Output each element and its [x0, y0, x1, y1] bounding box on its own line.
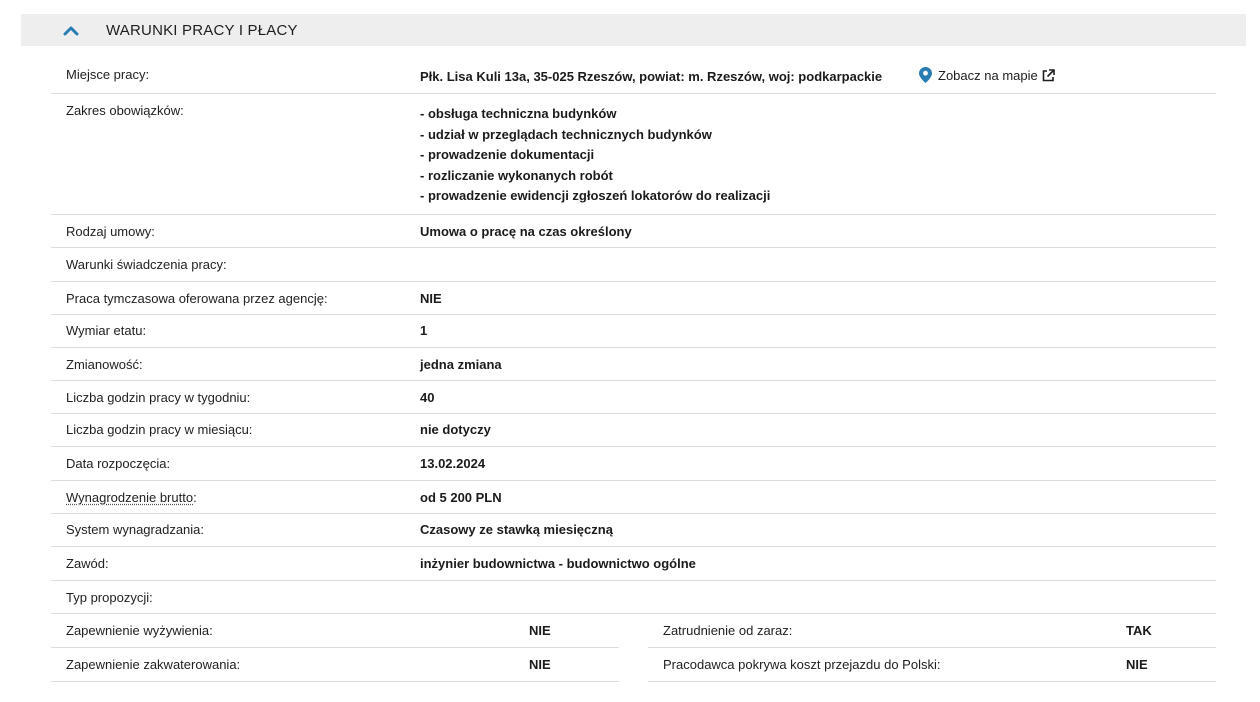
salary-label-colon: : [193, 490, 197, 505]
row-conditions [51, 248, 1216, 282]
row-housing [51, 648, 619, 682]
contract-value: Umowa o pracę na czas określony [420, 224, 632, 239]
row-duties [51, 94, 1216, 215]
section-title: WARUNKI PRACY I PŁACY [106, 22, 298, 39]
row-contract [51, 215, 1216, 248]
row-salary [51, 481, 1216, 514]
list-item: - udział w przeglądach technicznych budynków [420, 126, 712, 142]
salary-label-wrap [66, 490, 197, 505]
row-location [51, 58, 1216, 94]
profession-value: inżynier budownictwa - budownictwo ogólne [420, 556, 696, 571]
pay-system-value: Czasowy ze stawką miesięczną [420, 522, 613, 537]
row-start-date [51, 447, 1216, 481]
map-link[interactable] [919, 67, 1055, 83]
row-proposal-type [51, 581, 1216, 614]
salary-value: od 5 200 PLN [420, 490, 502, 505]
hours-month-label: Liczba godzin pracy w miesiącu: [66, 422, 253, 437]
pay-system-label: System wynagradzania: [66, 522, 205, 537]
list-item: - prowadzenie ewidencji zgłoszeń lokatorów do realizacji [420, 188, 771, 204]
conditions-label: Warunki świadczenia pracy: [66, 257, 227, 272]
profession-label: Zawód: [66, 556, 109, 571]
row-agency [51, 282, 1216, 315]
row-hours-week [51, 381, 1216, 414]
location-value: Płk. Lisa Kuli 13a, 35-025 Rzeszów, powiat: m. Rzeszów, woj: podkarpackie [420, 69, 883, 84]
list-item: - obsługa techniczna budynków [420, 106, 617, 121]
hours-week-label: Liczba godzin pracy w tygodniu: [66, 390, 251, 405]
row-food [51, 614, 619, 648]
contract-label: Rodzaj umowy: [66, 224, 155, 239]
external-link-icon [1042, 69, 1055, 82]
start-date-label: Data rozpoczęcia: [66, 456, 171, 471]
travel-value: NIE [1126, 657, 1148, 672]
extras-grid [51, 614, 1216, 681]
salary-label: Wynagrodzenie brutto [66, 490, 194, 505]
housing-value: NIE [529, 657, 551, 672]
proposal-type-label: Typ propozycji: [66, 590, 153, 605]
duties-list [420, 104, 770, 207]
row-shifts [51, 348, 1216, 381]
hours-week-value: 40 [420, 390, 435, 405]
duties-label: Zakres obowiązków: [66, 103, 184, 118]
travel-label: Pracodawca pokrywa koszt przejazdu do Polski: [663, 657, 941, 672]
fte-label: Wymiar etatu: [66, 323, 147, 338]
list-item: - rozliczanie wykonanych robót [420, 167, 613, 183]
immediate-label: Zatrudnienie od zaraz: [663, 623, 793, 638]
row-profession [51, 547, 1216, 581]
food-value: NIE [529, 623, 551, 638]
food-label: Zapewnienie wyżywienia: [66, 623, 213, 638]
hours-month-value: nie dotyczy [420, 422, 491, 437]
row-immediate [648, 614, 1216, 648]
details-table [51, 58, 1216, 681]
chevron-up-icon[interactable] [63, 23, 79, 37]
map-link-label[interactable]: Zobacz na mapie [938, 67, 1038, 83]
row-hours-month [51, 414, 1216, 447]
map-pin-icon [919, 67, 932, 83]
shifts-value: jedna zmiana [420, 357, 502, 372]
fte-value: 1 [420, 323, 428, 338]
row-fte [51, 315, 1216, 348]
start-date-value: 13.02.2024 [420, 456, 486, 471]
agency-value: NIE [420, 291, 442, 306]
row-travel [648, 648, 1216, 682]
housing-label: Zapewnienie zakwaterowania: [66, 657, 241, 672]
section-header[interactable] [21, 14, 1246, 46]
immediate-value: TAK [1126, 623, 1152, 638]
shifts-label: Zmianowość: [66, 357, 143, 372]
agency-label: Praca tymczasowa oferowana przez agencję: [66, 291, 328, 306]
row-pay-system [51, 514, 1216, 547]
location-label: Miejsce pracy: [66, 67, 150, 82]
list-item: - prowadzenie dokumentacji [420, 147, 595, 163]
